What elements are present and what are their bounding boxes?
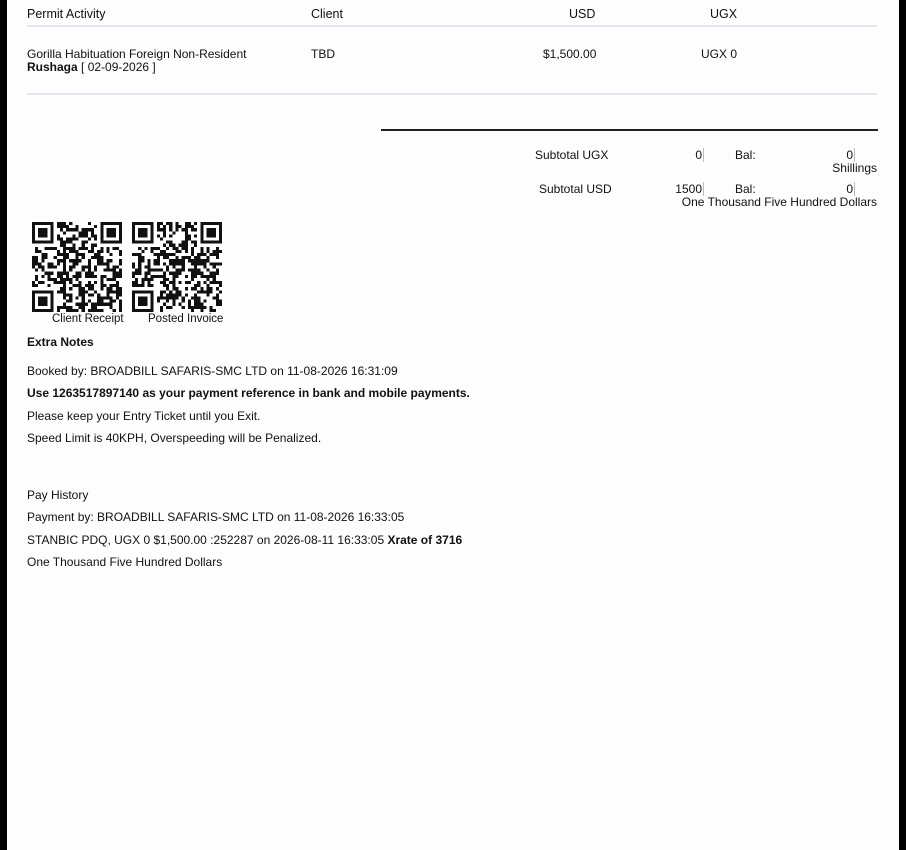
subtotal-usd-label: Subtotal USD bbox=[539, 182, 612, 196]
col-header-usd: USD bbox=[569, 7, 596, 21]
transaction-line bbox=[27, 533, 462, 547]
payment-reference-note: Use 1263517897140 as your payment reference in bank and mobile payments. bbox=[27, 386, 470, 400]
receipt-page bbox=[7, 0, 899, 850]
usd-bal-value: 0 bbox=[846, 182, 853, 196]
ugx-bal-value: 0 bbox=[846, 148, 853, 162]
col-header-ugx: UGX bbox=[710, 7, 738, 21]
row-location: Rushaga bbox=[27, 60, 78, 74]
entry-ticket-note: Please keep your Entry Ticket until you Exit. bbox=[27, 409, 261, 423]
usd-amount-words: One Thousand Five Hundred Dollars bbox=[681, 195, 877, 209]
payment-by-line: Payment by: BROADBILL SAFARIS-SMC LTD on 11-08-2026 16:33:05 bbox=[27, 510, 405, 524]
ugx-bal-label: Bal: bbox=[735, 148, 756, 162]
subtotal-ugx-value: 0 bbox=[695, 148, 702, 162]
subtotal-usd-value: 1500 bbox=[675, 182, 702, 196]
client-receipt-caption: Client Receipt bbox=[52, 313, 124, 325]
extra-notes-title: Extra Notes bbox=[27, 335, 94, 349]
posted-invoice-caption: Posted Invoice bbox=[148, 313, 224, 325]
row-client: TBD bbox=[311, 47, 335, 61]
exchange-rate: Xrate of 3716 bbox=[387, 533, 463, 547]
subtotal-ugx-label: Subtotal UGX bbox=[535, 148, 609, 162]
client-receipt-qr-code bbox=[32, 222, 122, 312]
pay-history-title: Pay History bbox=[27, 488, 89, 502]
header-divider bbox=[27, 25, 877, 27]
col-header-permit-activity: Permit Activity bbox=[27, 7, 106, 21]
ugx-amount-words: Shillings bbox=[832, 161, 877, 175]
amount-in-words: One Thousand Five Hundred Dollars bbox=[27, 555, 223, 569]
transaction-details: STANBIC PDQ, UGX 0 $1,500.00 :252287 on 2026-08-11 16:33:05 bbox=[27, 533, 388, 547]
booked-by-note: Booked by: BROADBILL SAFARIS-SMC LTD on 11-08-2026 16:31:09 bbox=[27, 364, 398, 378]
row-activity: Gorilla Habituation Foreign Non-Resident bbox=[27, 47, 247, 61]
row-location-date bbox=[27, 60, 156, 74]
usd-bal-label: Bal: bbox=[735, 182, 756, 196]
row-ugx: UGX 0 bbox=[701, 47, 738, 61]
posted-invoice-qr-code bbox=[132, 222, 222, 312]
speed-limit-note: Speed Limit is 40KPH, Overspeeding will be Penalized. bbox=[27, 431, 322, 445]
col-header-client: Client bbox=[311, 7, 343, 21]
row-date: [ 02-09-2026 ] bbox=[77, 60, 156, 74]
row-usd: $1,500.00 bbox=[543, 47, 597, 61]
row-divider bbox=[27, 93, 877, 95]
totals-rule bbox=[381, 129, 878, 131]
